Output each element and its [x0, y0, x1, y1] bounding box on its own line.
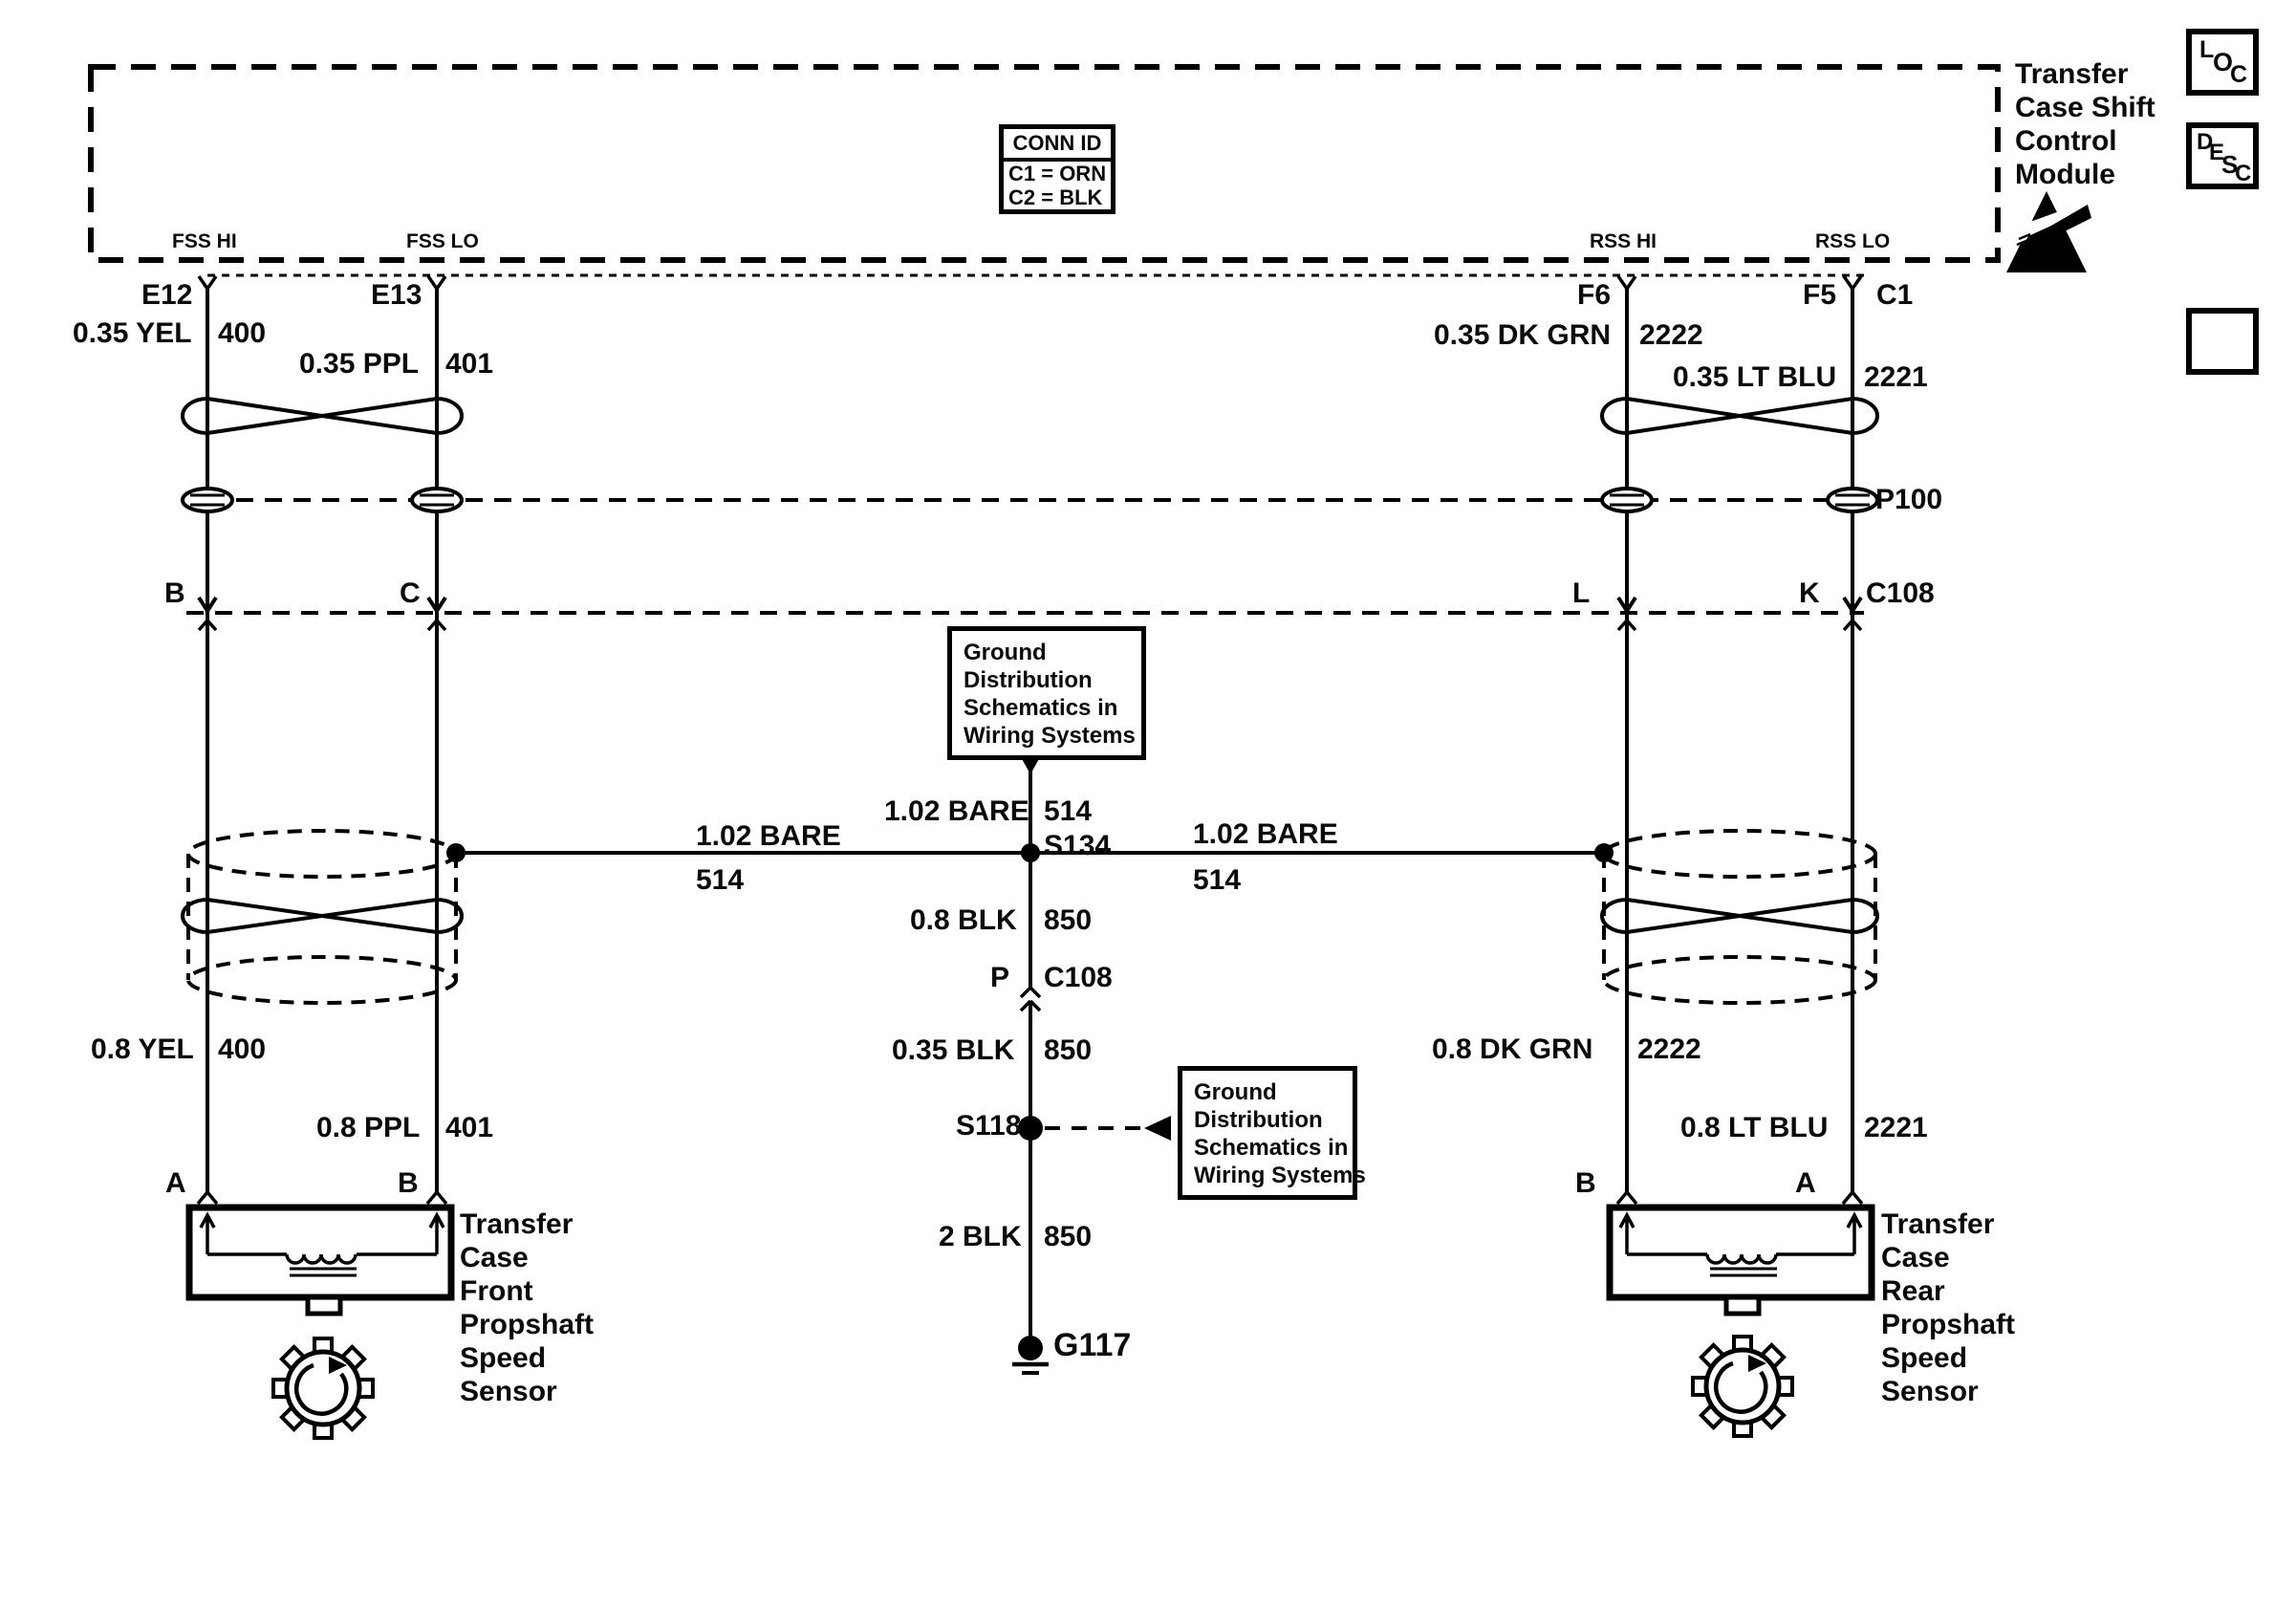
conn-id-title: CONN ID — [1004, 129, 1111, 162]
splice-s134-dot — [1021, 843, 1040, 862]
ref-line: Ground — [1194, 1079, 1277, 1105]
rear-sensor-name: Transfer Case Rear Propshaft Speed Sensor — [1881, 1208, 2016, 1407]
ground-g117-symbol — [1012, 1336, 1049, 1373]
back-button[interactable] — [2186, 308, 2259, 375]
desc-letter: D — [2197, 129, 2214, 155]
esd-hand-triangle-icon — [1996, 191, 2093, 272]
pin-function-fss-lo: FSS LO — [406, 230, 479, 252]
ref-line: Wiring Systems — [1194, 1163, 1366, 1188]
front-sensor-name: Transfer Case Front Propshaft Speed Sensor — [460, 1208, 595, 1407]
front-sensor-pin-a: A — [165, 1167, 186, 1199]
conn-id-row-c2: C2 = BLK — [1008, 185, 1103, 209]
pin-function-rss-lo: RSS LO — [1815, 230, 1891, 252]
pin-function-fss-hi: FSS HI — [172, 230, 237, 252]
wire-spec: 1.02 BARE — [1193, 818, 1338, 850]
module-connector-c1-label: C1 — [1876, 279, 1914, 311]
c108-pin-k: K — [1799, 577, 1820, 609]
front-speed-sensor-symbol — [189, 1208, 451, 1438]
wire-circuit: 401 — [445, 1112, 494, 1143]
ref-line: Schematics in — [1194, 1135, 1349, 1161]
wire-spec: 0.35 YEL — [73, 317, 192, 349]
splice-s118-label: S118 — [956, 1110, 1022, 1142]
wire-spec: 0.8 YEL — [91, 1033, 194, 1065]
wire-circuit: 850 — [1044, 904, 1093, 936]
wire-spec: 0.35 DK GRN — [1434, 319, 1612, 351]
front-sensor-pin-b: B — [398, 1167, 419, 1199]
wire-spec: 0.8 BLK — [910, 904, 1017, 936]
wire-spec: 0.8 PPL — [316, 1112, 421, 1143]
c108-pin-b: B — [164, 577, 185, 609]
splice-s118-dot — [1018, 1116, 1043, 1141]
rear-sensor-pin-a: A — [1795, 1167, 1816, 1199]
loc-letter: L — [2199, 36, 2215, 63]
ref-line: Distribution — [964, 667, 1093, 693]
desc-letter: C — [2235, 161, 2252, 186]
wire-circuit: 2222 — [1639, 319, 1703, 351]
loc-letter: C — [2230, 61, 2248, 88]
desc-letter: E — [2209, 140, 2225, 165]
ground-distribution-reference-box-upper[interactable] — [947, 626, 1146, 760]
pin-function-rss-hi: RSS HI — [1590, 230, 1657, 252]
ref-line: Ground — [964, 640, 1047, 665]
wire-circuit: 400 — [218, 317, 267, 349]
wire-circuit: 850 — [1044, 1221, 1093, 1252]
wire-spec: 2 BLK — [939, 1221, 1022, 1252]
conn-id-row-c1: C1 = ORN — [1008, 162, 1107, 185]
c108-pin-p: P — [990, 962, 1010, 993]
module-pin-terminals — [199, 276, 1861, 289]
wire-circuit: 850 — [1044, 1034, 1093, 1066]
desc-letter: S — [2221, 150, 2239, 179]
splice-s134-label: S134 — [1044, 830, 1112, 861]
connector-p100-label: P100 — [1875, 484, 1943, 515]
wire-circuit: 514 — [1193, 864, 1242, 896]
pin-f5: F5 — [1803, 279, 1837, 311]
wire-spec: 1.02 BARE — [884, 795, 1029, 827]
ground-g117-label: G117 — [1053, 1327, 1132, 1363]
loc-letter: O — [2213, 48, 2234, 76]
c108-pin-l: L — [1572, 577, 1591, 609]
p100-pass-through-symbols — [183, 489, 1877, 511]
wire-circuit: 514 — [1044, 795, 1093, 827]
wire-circuit: 401 — [445, 348, 494, 380]
ground-distribution-reference-box-lower[interactable] — [1178, 1066, 1366, 1200]
wire-circuit: 514 — [696, 864, 745, 896]
connector-c108-center-label: C108 — [1044, 962, 1113, 993]
conn-id-table — [999, 124, 1116, 214]
ref-line: Distribution — [1194, 1107, 1323, 1133]
rear-speed-sensor-symbol — [1610, 1208, 1872, 1436]
wire-circuit: 2221 — [1864, 361, 1928, 393]
wire-spec: 0.35 BLK — [892, 1034, 1015, 1066]
wire-spec: 0.35 PPL — [299, 348, 420, 380]
pin-e13: E13 — [371, 279, 422, 311]
connector-c108-label: C108 — [1866, 577, 1935, 609]
wire-circuit: 400 — [218, 1033, 267, 1065]
wire-spec: 0.8 DK GRN — [1432, 1033, 1593, 1065]
c108-pin-c: C — [400, 577, 421, 609]
loc-button[interactable] — [2186, 29, 2259, 96]
wire-spec: 1.02 BARE — [696, 820, 841, 852]
wire-circuit: 2221 — [1864, 1112, 1928, 1143]
s118-reference-arrowhead — [1144, 1116, 1171, 1141]
ref-line: Schematics in — [964, 695, 1118, 721]
pin-e12: E12 — [141, 279, 193, 311]
ref-line: Wiring Systems — [964, 723, 1136, 749]
wire-spec: 0.8 LT BLU — [1680, 1112, 1829, 1143]
pin-f6: F6 — [1577, 279, 1612, 311]
desc-button[interactable] — [2186, 122, 2259, 189]
module-name: Transfer Case Shift Control Module — [2015, 58, 2155, 190]
rear-sensor-pin-b: B — [1575, 1167, 1596, 1199]
wire-spec: 0.35 LT BLU — [1673, 361, 1837, 393]
wire-circuit: 2222 — [1637, 1033, 1701, 1065]
